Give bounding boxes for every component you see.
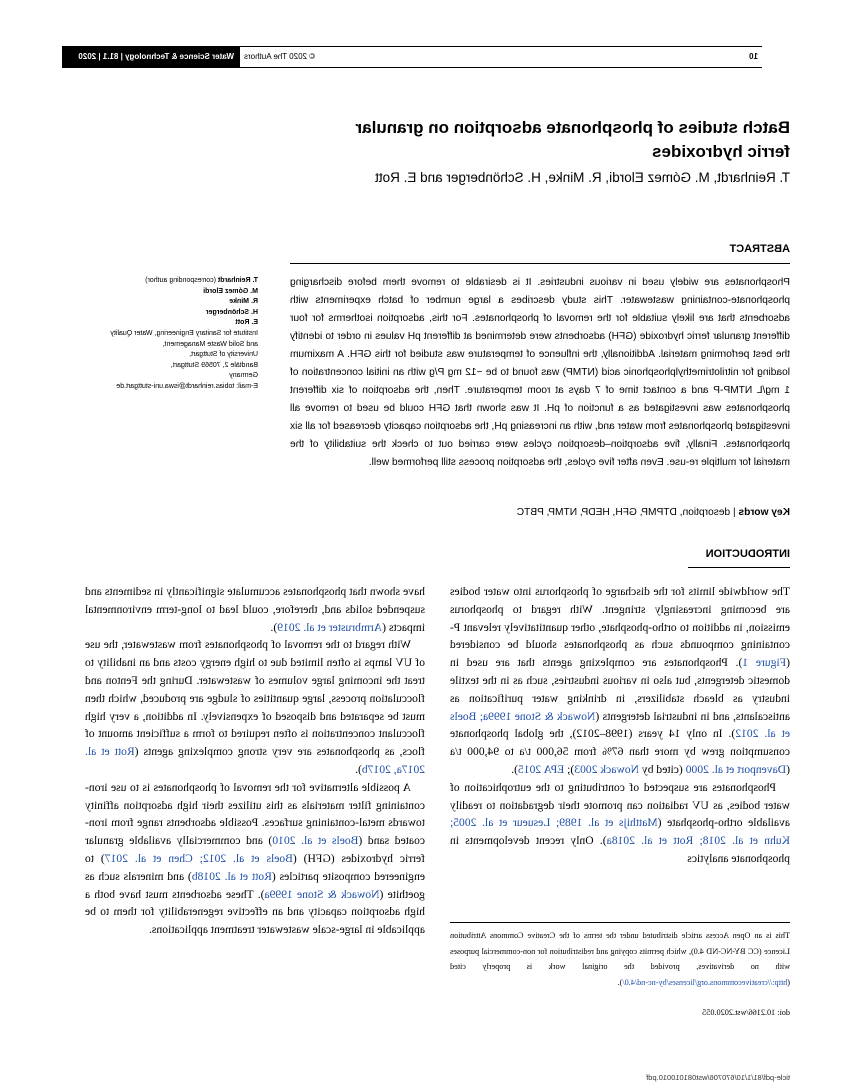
keywords bbox=[290, 507, 790, 518]
reference-link[interactable]: Nowack 2003 bbox=[574, 762, 639, 776]
affil-institute: Institute for Sanitary Engineering, Water Quality and Solid Waste Management, bbox=[110, 329, 258, 348]
author-affiliation bbox=[98, 276, 258, 393]
abstract-divider bbox=[290, 263, 790, 264]
affil-line: M. Gómez Elordi bbox=[203, 287, 258, 295]
affil-line: R. Minke bbox=[229, 298, 258, 306]
copyright-notice: © 2020 The Authors bbox=[244, 52, 316, 61]
affil-line: T. Reinhardt (corresponding author) bbox=[145, 277, 258, 284]
affil-address: Bandtäle 2, 70569 Stuttgart, bbox=[170, 361, 258, 369]
paragraph: With regard to the removal of phosphonates from wastewater, the use of UV lamps is often limited due to high energy costs and an inability to treat the incoming large volumes of wastewater. During the Fenton and flocculation process, large quantities of sludge are produced, which then must be separated and disposed of expensively. In addition, a very high flocculant concentration is often required to form a sufficient amount of flocs, as phosphonates are very strong complexing agents (Rott et al. 2017a, 2017b). bbox=[85, 638, 425, 776]
paragraph: have shown that phosphonates accumulate significantly in sediments and suspended solids and, therefore, could lead to long-term environmental impacts (Armbruster et al. 2019). bbox=[85, 585, 425, 634]
affil-line: E. Rott bbox=[235, 319, 258, 327]
keywords-label: Key words bbox=[738, 507, 790, 518]
journal-citation: Water Science & Technology | 81.1 | 2020 bbox=[62, 47, 240, 67]
article-title: Batch studies of phosphonate adsorption on granular ferric hydroxides bbox=[355, 118, 790, 161]
reference-link[interactable]: EPA 2015 bbox=[517, 762, 565, 776]
paragraph: A possible alternative for the removal of phosphonates is to use iron-containing filter materials as this utilizes their high adsorption affinity towards metal-containing surfaces. Possible adsorbents range from iron-coated sand (Boels et al. 2010) and commercially available granular ferric hydroxides (GFH) (Boels et al. 2012; Chen et al. 2017) to engineered composite particles (Rott et al. 2018b) and minerals such as goethite (Nowack & Stone 1999a). These adsorbents must have both a high adsorption capacity and an effective regenerability for them to be applicable in large-scale wastewater treatment applications. bbox=[84, 780, 425, 937]
doi[interactable]: doi: 10.2166/wst.2020.055 bbox=[702, 1008, 790, 1017]
right-column bbox=[85, 583, 425, 939]
license-url[interactable]: http://creativecommons.org/licenses/by-nc-nd/4.0/ bbox=[622, 977, 788, 987]
running-header bbox=[62, 46, 762, 68]
paragraph: The worldwide limits for the discharge of phosphorus into water bodies are becoming increasingly stringent. With regard to phosphorus emission, in addition to ortho-phosphate, other quantitatively relevant P-containing compounds such as phosphonates should be considered (Figure 1). Phosphonates are complexing agents that are used in domestic detergents, but also in various industries, such as in the textile industry as bleach stabilizers, in drinking water purification as antiscalants, and in industrial detergents (Nowack & Stone 1999a; Boels et al. 2012). In only 14 years (1998–2012), the global phosphonate consumption grew by more than 67% from 56,000 t/a to 94,000 t/a (Davenport et al. 2000 (cited by Nowack 2003); EPA 2015). bbox=[449, 585, 790, 776]
figure-link[interactable]: Figure 1 bbox=[742, 656, 787, 670]
reference-link[interactable]: Rott et al. 2017a, 2017b bbox=[85, 745, 425, 776]
download-footer: ticle-pdf/81/1/10/670706/wst081010010.pdf bbox=[646, 1073, 790, 1082]
author-list: T. Reinhardt, M. Gómez Elordi, R. Minke, H. Schönberger and E. Rott bbox=[375, 170, 790, 185]
reference-link[interactable]: Nowack & Stone 1999a bbox=[264, 887, 380, 901]
reference-link[interactable]: Boels et al. 2010 bbox=[272, 834, 359, 848]
left-column bbox=[450, 583, 790, 868]
affil-line: H. Schönberger bbox=[205, 308, 258, 316]
reference-link[interactable]: Matthijs et al. 1989; Lesueur et al. 2005; Kuhn et al. 2018; Rott et al. 2018a bbox=[449, 816, 790, 848]
abstract-body: Phosphonates are widely used in various industries. It is desirable to remove them before discharging phosphonate-containing wastewater. This study describes a large number of batch experiments with adsorbents that are likely suitable for the removal of phosphonates. For this, adsorption isotherms for four different granular ferric hydroxide (GFH) adsorbents were determined at different pH values in order to identify the best performing material. Additionally, the influence of temperature was studied for this GFH. A maximum loading for nitrilotrimethylphosphonic acid (NTMP) was found to be ~12 mg P/g with an initial concentration of 1 mg/L NTMP-P and a contact time of 7 days at room temperature. Then, the adsorption of six different phosphonates was investigated as a function of pH. It was shown that GFH could be used to remove all investigated phosphonates from water and, with an increasing pH, the adsorption capacity decreased for all six phosphonates. Finally, five adsorption–desorption cycles were carried out to check the suitability of the material for multiple re-use. Even after five cycles, the adsorption process still performed well. bbox=[290, 277, 790, 468]
affil-university: University of Stuttgart, bbox=[189, 351, 258, 359]
paragraph: Phosphonates are suspected of contributing to the eutrophication of water bodies, as UV radiation can promote their degradation to readily available ortho-phosphate (Matthijs et al. 1989; Lesueur et al. 2005; Kuhn et al. 2018; Rott et al. 2018a). Only recent developments in phosphonate analytics bbox=[449, 780, 790, 865]
license-notice: This is an Open Access article distributed under the terms of the Creative Commons Attribution Licence (CC BY-NC-ND 4.0), which permits copying and redistribution for non-commercial purposes with no derivatives, provided the original work is properly cited (http://creativecommons.org/licenses/by-nc-nd/4.0/). bbox=[450, 931, 790, 987]
reference-link[interactable]: Boels et al. 2012; Chen et al. 2017 bbox=[104, 851, 293, 865]
introduction-heading: INTRODUCTION bbox=[705, 548, 790, 560]
keywords-list: | desorption, DTPMP, GFH, HEDP, NTMP, PBTC bbox=[516, 507, 736, 518]
reference-link[interactable]: Davenport et al. 2000 bbox=[685, 762, 787, 776]
license-divider bbox=[450, 922, 790, 923]
introduction-divider bbox=[688, 567, 790, 568]
page-number: 10 bbox=[749, 52, 758, 61]
abstract-heading: ABSTRACT bbox=[729, 243, 790, 255]
reference-link[interactable]: Nowack & Stone 1999a; Boels et al. 2012 bbox=[450, 709, 790, 741]
affil-country: Germany bbox=[229, 372, 258, 380]
affil-email[interactable]: E-mail: tobias.reinhardt@iswa.uni-stuttgart.de bbox=[116, 382, 258, 390]
reference-link[interactable]: Rott et al. 2018b bbox=[191, 869, 272, 883]
reference-link[interactable]: Armbruster et al. 2019 bbox=[277, 620, 383, 634]
